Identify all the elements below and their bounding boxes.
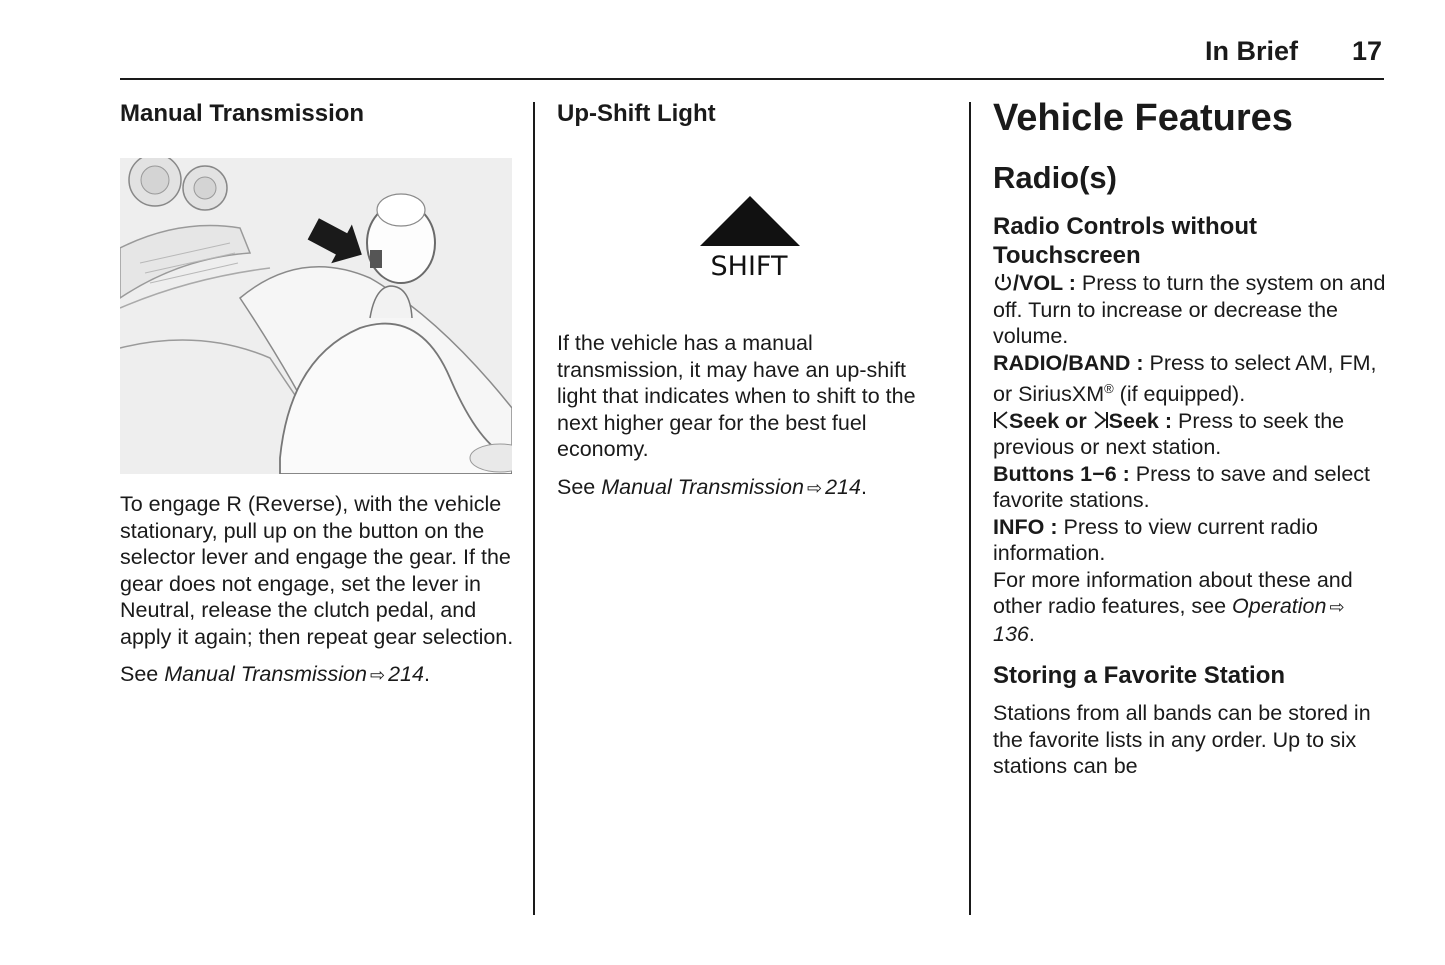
page-number: 17 [1351, 36, 1382, 66]
radio-control-item [993, 461, 1388, 514]
page-ref-arrow-icon: ⇨ [369, 665, 386, 685]
seek-back-icon [993, 410, 1009, 430]
see-prefix: See [120, 662, 165, 686]
control-description: Press to seek the previous or next station. [993, 408, 1345, 460]
radio-control-item [993, 350, 1388, 408]
control-label: INFO : [993, 514, 1058, 539]
radio-control-item [993, 514, 1388, 567]
page-header [120, 30, 1384, 80]
control-label: RADIO/BAND : [993, 350, 1144, 375]
see-prefix: See [557, 474, 602, 499]
control-label: /VOL : [1013, 271, 1076, 295]
page-ref-arrow-icon: ⇨ [1329, 597, 1345, 618]
column-divider [533, 102, 535, 915]
header-section-title: In Brief [1204, 36, 1298, 66]
see-suffix: . [423, 662, 430, 686]
control-label-a: Seek or [1009, 408, 1087, 433]
body-paragraph: Stations from all bands can be stored in the favorite lists in any order. Up to six stations can be [993, 701, 1371, 779]
reference-page[interactable]: 214 [388, 662, 424, 686]
see-reference [120, 661, 515, 689]
more-info-text: For more information about these and other radio features, see [993, 567, 1353, 619]
section-heading: Manual Transmission [120, 100, 365, 127]
section-heading: Up-Shift Light [557, 100, 716, 127]
reference-page[interactable]: 136 [993, 621, 1029, 646]
reference-link[interactable]: Manual Transmission [164, 662, 367, 686]
body-paragraph: To engage R (Reverse), with the vehicle stationary, pull up on the button on the selector lever and engage the gear. If the gear does not engage, set the lever in Neutral, release the clutch pedal, and apply it again; then repeat gear selection. [120, 492, 514, 649]
shift-lever-illustration [120, 158, 512, 474]
seek-forward-icon [1093, 410, 1109, 430]
reference-link[interactable]: Manual Transmission [601, 474, 804, 499]
control-description: Press to turn the system on and off. Turn to increase or decrease the volume. [993, 271, 1386, 348]
registered-mark: ® [1104, 381, 1114, 396]
control-description: Press to select AM, FM, or SiriusXM [993, 350, 1377, 407]
column-manual-transmission [120, 100, 515, 689]
see-suffix: . [860, 474, 867, 499]
column-up-shift-light [557, 100, 942, 501]
shift-indicator-icon [695, 196, 805, 278]
control-description: Press to save and select favorite stations. [993, 461, 1370, 513]
control-description: Press to view current radio information. [993, 514, 1318, 566]
section-title: Radio(s) [993, 160, 1117, 195]
page-ref-arrow-icon: ⇨ [806, 477, 823, 498]
column-divider [969, 102, 971, 915]
shift-label: SHIFT [710, 251, 787, 278]
see-reference [557, 474, 942, 502]
chapter-title: Vehicle Features [993, 97, 1293, 139]
control-description-tail: (if equipped). [1113, 382, 1246, 407]
subsection-heading: Radio Controls without Touchscreen [993, 213, 1257, 269]
power-icon [993, 272, 1013, 292]
column-vehicle-features [993, 97, 1388, 780]
control-label: Buttons 1−6 : [993, 461, 1130, 486]
control-label-b: Seek : [1108, 408, 1173, 433]
radio-control-item [993, 408, 1388, 461]
see-suffix: . [1028, 621, 1035, 646]
reference-link[interactable]: Operation [1232, 594, 1327, 619]
radio-control-item [993, 270, 1388, 350]
body-paragraph: If the vehicle has a manual transmission, it may have an up-shift light that indicates when to shift to the next higher gear for the best fuel economy. [557, 331, 916, 461]
more-info-paragraph [993, 567, 1388, 648]
reference-page[interactable]: 214 [825, 474, 861, 499]
subsection-heading: Storing a Favorite Station [993, 662, 1286, 690]
control-term [993, 271, 1076, 295]
control-term [993, 409, 1178, 433]
